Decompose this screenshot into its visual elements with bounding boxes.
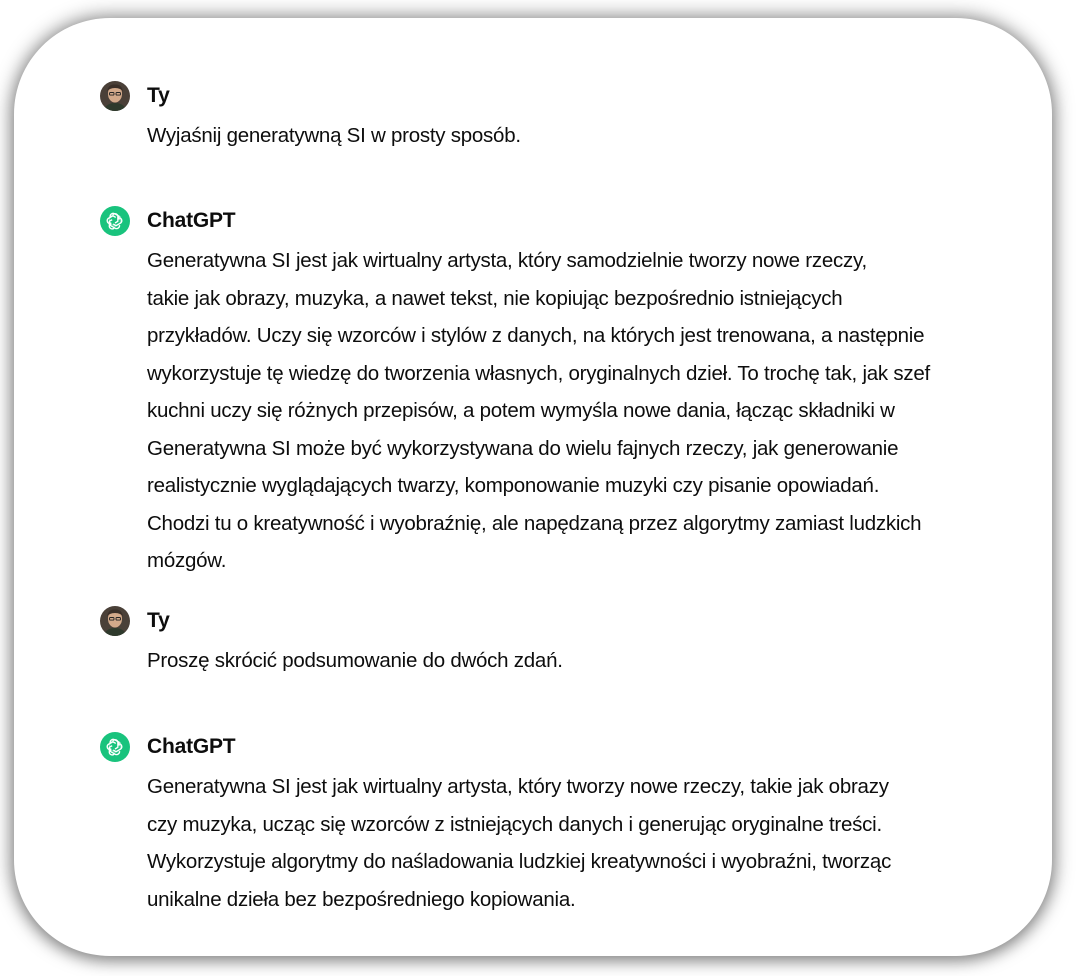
message-line: Chodzi tu o kreatywność i wyobraźnię, ale napędzaną przez algorytmy zamiast ludzkich	[147, 511, 922, 535]
user-message	[100, 604, 1058, 680]
message-header	[100, 204, 1058, 238]
message-line: Generatywna SI jest jak wirtualny artysta, który tworzy nowe rzeczy, takie jak obrazy	[147, 775, 889, 798]
message-author: Ty	[147, 609, 170, 632]
user-message	[100, 79, 1058, 155]
message-header	[100, 79, 1058, 113]
user-avatar-icon	[100, 606, 130, 636]
message-line: realistycznie wyglądających twarzy, komponowanie muzyki czy pisanie opowiadań.	[147, 474, 880, 497]
message-line: Generatywna SI może być wykorzystywana do wielu fajnych rzeczy, jak generowanie	[147, 436, 899, 460]
message-author: ChatGPT	[147, 735, 236, 758]
openai-logo-icon	[100, 732, 130, 762]
message-line: unikalne dzieła bez bezpośredniego kopiowania.	[147, 887, 576, 911]
message-text	[147, 642, 1058, 680]
message-line: Proszę skrócić podsumowanie do dwóch zdań.	[147, 649, 563, 672]
message-text	[147, 117, 1058, 155]
message-author: ChatGPT	[147, 209, 236, 232]
message-line: wykorzystuje tę wiedzę do tworzenia własnych, oryginalnych dzieł. To trochę tak, jak szef	[147, 361, 930, 385]
message-line: mózgów.	[147, 549, 227, 572]
message-line: Wykorzystuje algorytmy do naśladowania ludzkiej kreatywności i wyobraźni, tworząc	[147, 850, 892, 873]
openai-logo-icon	[100, 206, 130, 236]
assistant-message	[100, 730, 1058, 918]
message-line: czy muzyka, ucząc się wzorców z istniejących danych i generując oryginalne treści.	[147, 812, 882, 836]
message-header	[100, 730, 1058, 764]
message-header	[100, 604, 1058, 638]
message-author: Ty	[147, 84, 170, 107]
user-avatar-icon	[100, 81, 130, 111]
assistant-message	[100, 204, 1058, 580]
message-text	[147, 768, 1058, 918]
message-line: Generatywna SI jest jak wirtualny artysta, który samodzielnie tworzy nowe rzeczy,	[147, 249, 867, 272]
message-line: kuchni uczy się różnych przepisów, a potem wymyśla nowe dania, łącząc składniki w	[147, 399, 895, 422]
message-line: takie jak obrazy, muzyka, a nawet tekst, nie kopiując bezpośrednio istniejących	[147, 286, 843, 310]
message-line: przykładów. Uczy się wzorców i stylów z danych, na których jest trenowana, a następnie	[147, 324, 925, 347]
message-line: Wyjaśnij generatywną SI w prosty sposób.	[147, 124, 521, 147]
message-text	[147, 242, 1058, 580]
